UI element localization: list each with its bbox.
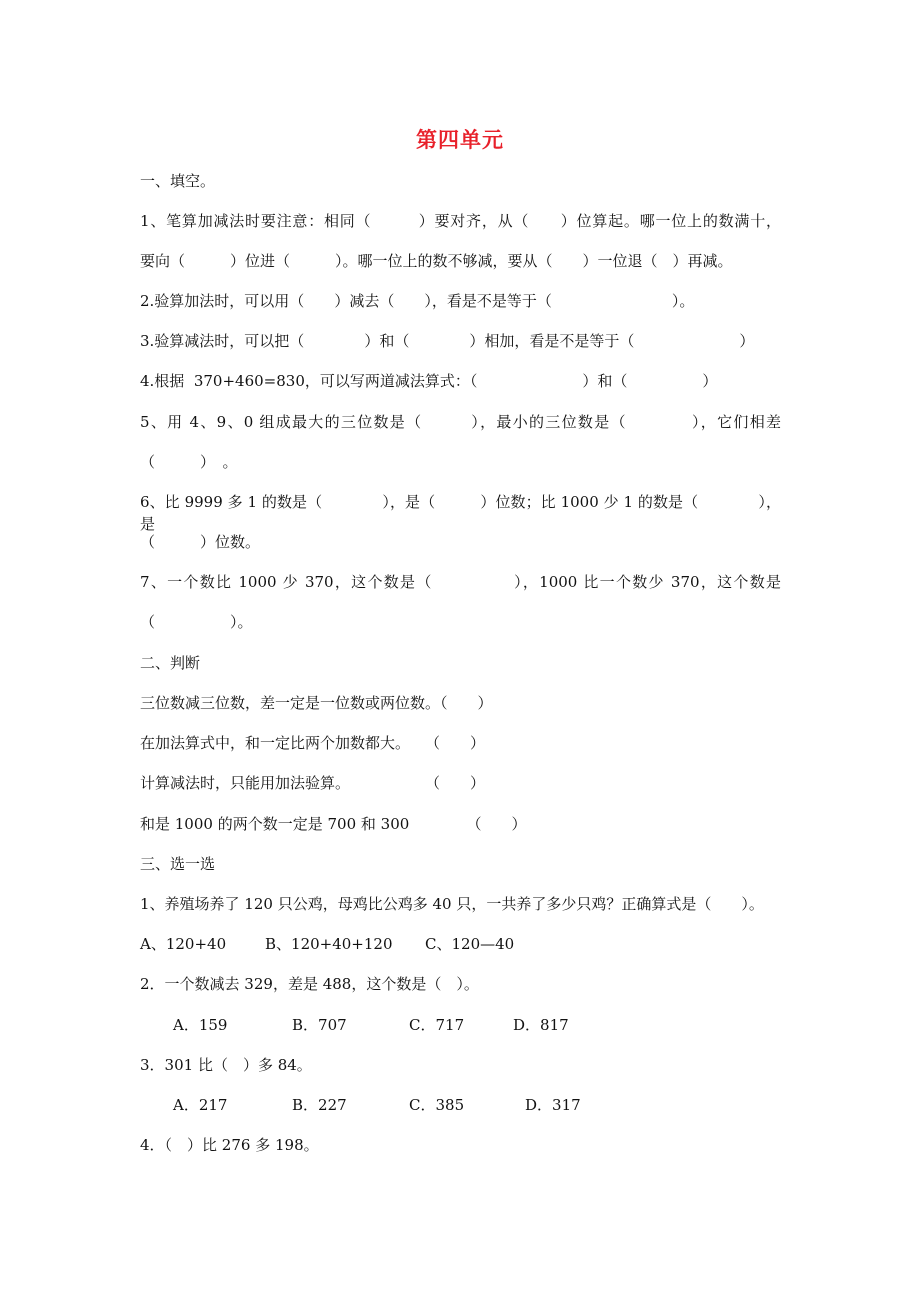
- choice-2-option-c: C．717: [409, 1016, 465, 1034]
- question-6-line-2: （ ）位数。: [140, 533, 261, 551]
- judge-item-3: 计算减法时，只能用加法验算。 （ ）: [140, 774, 486, 792]
- question-4: 4.根据 370+460=830，可以写两道减法算式：（ ）和（ ）: [140, 372, 718, 390]
- choice-1-option-a: A、120+40: [140, 935, 227, 953]
- judge-item-1: 三位数减三位数，差一定是一位数或两位数。（ ）: [140, 694, 493, 712]
- section-heading-fill-in: 一、填空。: [140, 172, 216, 190]
- judge-item-2: 在加法算式中，和一定比两个加数都大。 （ ）: [140, 734, 486, 752]
- choice-question-4: 4．（ ）比 276 多 198。: [140, 1136, 319, 1154]
- choice-3-option-c: C．385: [409, 1096, 465, 1114]
- choice-3-option-b: B．227: [292, 1096, 347, 1114]
- question-5-line-1: 5、用 4、9、0 组成最大的三位数是（ ），最小的三位数是（ ），它们相差: [140, 413, 781, 431]
- question-7-line-2: （ ）。: [140, 613, 253, 631]
- section-heading-judge: 二、判断: [140, 654, 201, 672]
- question-3: 3.验算减法时，可以把（ ）和（ ）相加，看是不是等于（ ）: [140, 332, 755, 350]
- question-1-line-2: 要向（ ）位进（ ）。哪一位上的数不够减，要从（ ）一位退（ ）再减。: [140, 252, 733, 270]
- page-title: 第四单元: [416, 127, 504, 152]
- question-1-line-1: 1、笔算加减法时要注意：相同（ ）要对齐，从（ ）位算起。哪一位上的数满十，: [140, 212, 781, 230]
- choice-question-2: 2．一个数减去 329，差是 488，这个数是（ ）。: [140, 975, 479, 993]
- question-6-line-1: 6、比 9999 多 1 的数是（ ），是（ ）位数；比 1000 少 1 的数是（ ），是: [140, 493, 781, 533]
- question-5-line-2: （ ） 。: [140, 453, 238, 471]
- question-2: 2.验算加法时，可以用（ ）减去（ ），看是不是等于（ ）。: [140, 292, 695, 310]
- choice-question-1: 1、养殖场养了 120 只公鸡，母鸡比公鸡多 40 只，一共养了多少只鸡？正确算式是（ ）。: [140, 895, 764, 913]
- choice-1-option-c: C、120—40: [425, 935, 515, 953]
- choice-1-option-b: B、120+40+120: [265, 935, 393, 953]
- choice-3-option-d: D．317: [525, 1096, 581, 1114]
- choice-2-option-b: B．707: [292, 1016, 347, 1034]
- question-7-line-1: 7、一个数比 1000 少 370，这个数是（ ），1000 比一个数少 370，这个数是: [140, 573, 781, 591]
- choice-2-option-a: A．159: [173, 1016, 228, 1034]
- choice-3-option-a: A．217: [173, 1096, 228, 1114]
- choice-2-option-d: D．817: [513, 1016, 569, 1034]
- choice-question-3: 3．301 比（ ）多 84。: [140, 1056, 312, 1074]
- judge-item-4: 和是 1000 的两个数一定是 700 和 300 （ ）: [140, 815, 527, 833]
- section-heading-choose: 三、选一选: [140, 855, 216, 873]
